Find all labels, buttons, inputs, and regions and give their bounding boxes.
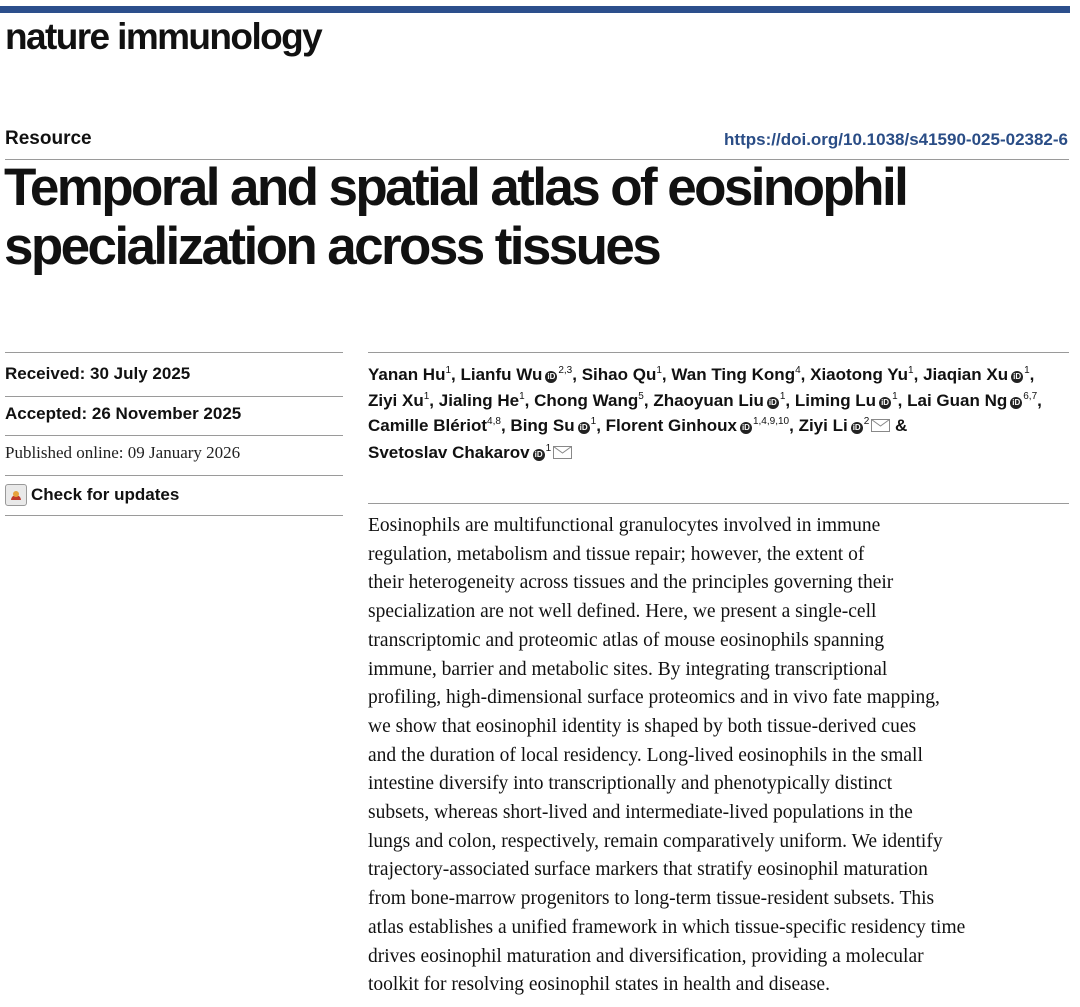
author-separator: , xyxy=(1029,365,1035,384)
orcid-icon[interactable]: iD xyxy=(547,372,556,381)
author-item xyxy=(368,443,572,462)
meta-bottom-divider xyxy=(5,515,343,516)
author-name[interactable]: Xiaotong Yu xyxy=(810,365,909,384)
author-separator: , xyxy=(643,390,649,410)
published-date: Published online: 09 January 2026 xyxy=(5,443,241,462)
affiliation-number: 1 xyxy=(423,390,430,402)
affiliation-number: 1 xyxy=(1024,365,1030,376)
author-name[interactable]: Zhaoyuan Liu xyxy=(653,390,764,410)
abstract-line: regulation, metabolism and tissue repair; however, the extent of xyxy=(368,543,865,565)
abstract-line: intestine diversify into transcriptionally and phenotypically distinct xyxy=(368,773,893,795)
doi-link[interactable]: https://doi.org/10.1038/s41590-025-02382-6 xyxy=(724,130,1068,149)
article-type-label: Resource xyxy=(5,128,92,149)
abstract-top-divider xyxy=(368,503,1069,504)
author-item xyxy=(368,391,434,410)
check-for-updates-button[interactable] xyxy=(5,484,179,506)
author-separator: , xyxy=(500,416,506,435)
author-name[interactable]: Sihao Qu xyxy=(581,365,657,384)
affiliation-number: 1 xyxy=(545,442,552,454)
author-name[interactable]: Bing Su xyxy=(510,416,575,435)
affiliation-number: 1 xyxy=(779,390,786,402)
author-name[interactable]: Lai Guan Ng xyxy=(907,390,1008,410)
author-list xyxy=(368,362,1068,466)
author-item xyxy=(582,365,667,384)
author-separator: , xyxy=(661,365,667,384)
affiliation-number: 4 xyxy=(795,365,801,376)
affiliation-number: 2,3 xyxy=(558,365,573,376)
abstract-line: profiling, high-dimensional surface proteomics and in vivo fate mapping, xyxy=(368,687,940,709)
author-name[interactable]: Ziyi Xu xyxy=(368,390,424,410)
author-item xyxy=(368,365,456,384)
author-item xyxy=(606,416,794,435)
orcid-icon[interactable]: iD xyxy=(881,397,890,407)
author-name[interactable]: Yanan Hu xyxy=(368,365,446,384)
affiliation-number: 5 xyxy=(638,390,644,402)
author-name[interactable]: Lianfu Wu xyxy=(460,365,543,384)
affiliation-number: 6,7 xyxy=(1023,390,1038,402)
affiliation-number: 1,4,9,10 xyxy=(752,416,790,427)
author-separator: , xyxy=(1037,390,1042,410)
authors-top-divider xyxy=(368,352,1069,353)
author-item xyxy=(439,391,530,410)
author-item xyxy=(653,391,790,410)
abstract-line: transcriptomic and proteomic atlas of mouse eosinophils spanning xyxy=(368,629,885,651)
author-name[interactable]: Liming Lu xyxy=(794,390,877,410)
author-separator: , xyxy=(897,390,903,410)
affiliation-number: 1 xyxy=(892,390,898,402)
abstract-line: immune, barrier and metabolic sites. By integrating transcriptional xyxy=(368,658,888,680)
title-line-1: Temporal and spatial atlas of eosinophil xyxy=(4,158,907,217)
affiliation-number: 2 xyxy=(863,416,870,427)
author-separator: , xyxy=(913,365,919,384)
meta-divider-1 xyxy=(5,396,343,397)
affiliation-number: 1 xyxy=(590,416,597,427)
orcid-icon[interactable]: iD xyxy=(1012,397,1021,407)
affiliation-number: 1 xyxy=(445,365,452,376)
abstract-line: lungs and colon, respectively, remain comparatively uniform. We identify xyxy=(368,830,943,852)
meta-top-divider xyxy=(5,352,343,353)
accepted-date: Accepted: 26 November 2025 xyxy=(5,404,242,423)
author-name[interactable]: Wan Ting Kong xyxy=(671,365,796,384)
abstract-line: we show that eosinophil identity is shaped by both tissue-derived cues xyxy=(368,715,917,737)
meta-divider-3 xyxy=(5,475,343,476)
abstract-line: their heterogeneity across tissues and the principles governing their xyxy=(368,572,894,594)
abstract-line: atlas establishes a unified framework in which tissue-specific residency time xyxy=(368,916,966,938)
orcid-icon[interactable]: iD xyxy=(852,423,861,432)
orcid-icon[interactable]: iD xyxy=(768,397,777,407)
affiliation-number: 1 xyxy=(908,365,914,376)
author-item xyxy=(923,365,1034,384)
author-item xyxy=(368,416,506,435)
mail-icon[interactable] xyxy=(871,414,890,440)
title-line-2: specialization across tissues xyxy=(4,217,660,276)
affiliation-number: 4,8 xyxy=(487,416,501,427)
author-item xyxy=(799,416,908,435)
abstract-line: drives eosinophil maturation and diversification, providing a molecular xyxy=(368,945,924,967)
abstract-line: from bone-marrow progenitors to long-term tissue-resident subsets. This xyxy=(368,888,935,910)
check-for-updates-icon xyxy=(5,484,27,506)
orcid-icon[interactable]: iD xyxy=(1013,372,1022,381)
author-separator: , xyxy=(524,390,530,410)
author-name[interactable]: Jialing He xyxy=(438,390,520,410)
author-separator: , xyxy=(572,365,577,384)
affiliation-number: 1 xyxy=(656,365,662,376)
abstract-line: Eosinophils are multifunctional granulocytes involved in immune xyxy=(368,515,881,536)
check-for-updates-label: Check for updates xyxy=(31,485,180,504)
meta-divider-2 xyxy=(5,435,343,436)
author-item xyxy=(671,365,805,384)
author-item xyxy=(510,416,601,435)
author-separator: , xyxy=(785,390,791,410)
abstract-line: subsets, whereas short-lived and intermediate-lived populations in the xyxy=(368,802,913,824)
journal-brand-bar xyxy=(0,6,1070,13)
journal-title: nature immunology xyxy=(5,16,322,57)
author-name[interactable]: Ziyi Li xyxy=(798,416,848,435)
author-item xyxy=(534,391,648,410)
orcid-icon[interactable]: iD xyxy=(741,423,750,432)
author-name[interactable]: Florent Ginhoux xyxy=(605,416,737,435)
author-name[interactable]: Chong Wang xyxy=(534,390,639,410)
orcid-icon[interactable]: iD xyxy=(534,449,543,459)
abstract xyxy=(368,512,1068,1000)
author-separator: , xyxy=(800,365,806,384)
author-item xyxy=(810,365,918,384)
mail-icon[interactable] xyxy=(553,441,572,467)
received-date: Received: 30 July 2025 xyxy=(5,364,191,383)
abstract-line: trajectory-associated surface markers that stratify eosinophil maturation xyxy=(368,859,928,881)
abstract-line: specialization are not well defined. Here, we present a single-cell xyxy=(368,601,877,623)
author-name[interactable]: Camille Blériot xyxy=(368,416,488,435)
author-item xyxy=(907,391,1042,410)
author-name[interactable]: Jiaqian Xu xyxy=(923,365,1009,384)
author-separator: , xyxy=(429,390,435,410)
author-separator: , xyxy=(789,416,794,435)
affiliation-number: 1 xyxy=(519,390,525,402)
abstract-line: and the duration of local residency. Long-lived eosinophils in the small xyxy=(368,744,923,766)
author-item xyxy=(461,365,577,384)
article-title xyxy=(4,158,1064,276)
author-separator: , xyxy=(451,365,456,384)
orcid-icon[interactable]: iD xyxy=(579,423,588,432)
abstract-line: toolkit for resolving eosinophil states in health and disease. xyxy=(368,974,830,996)
author-separator: , xyxy=(596,416,601,435)
author-separator: & xyxy=(890,416,908,435)
author-item xyxy=(795,391,903,410)
author-name[interactable]: Svetoslav Chakarov xyxy=(368,442,530,462)
